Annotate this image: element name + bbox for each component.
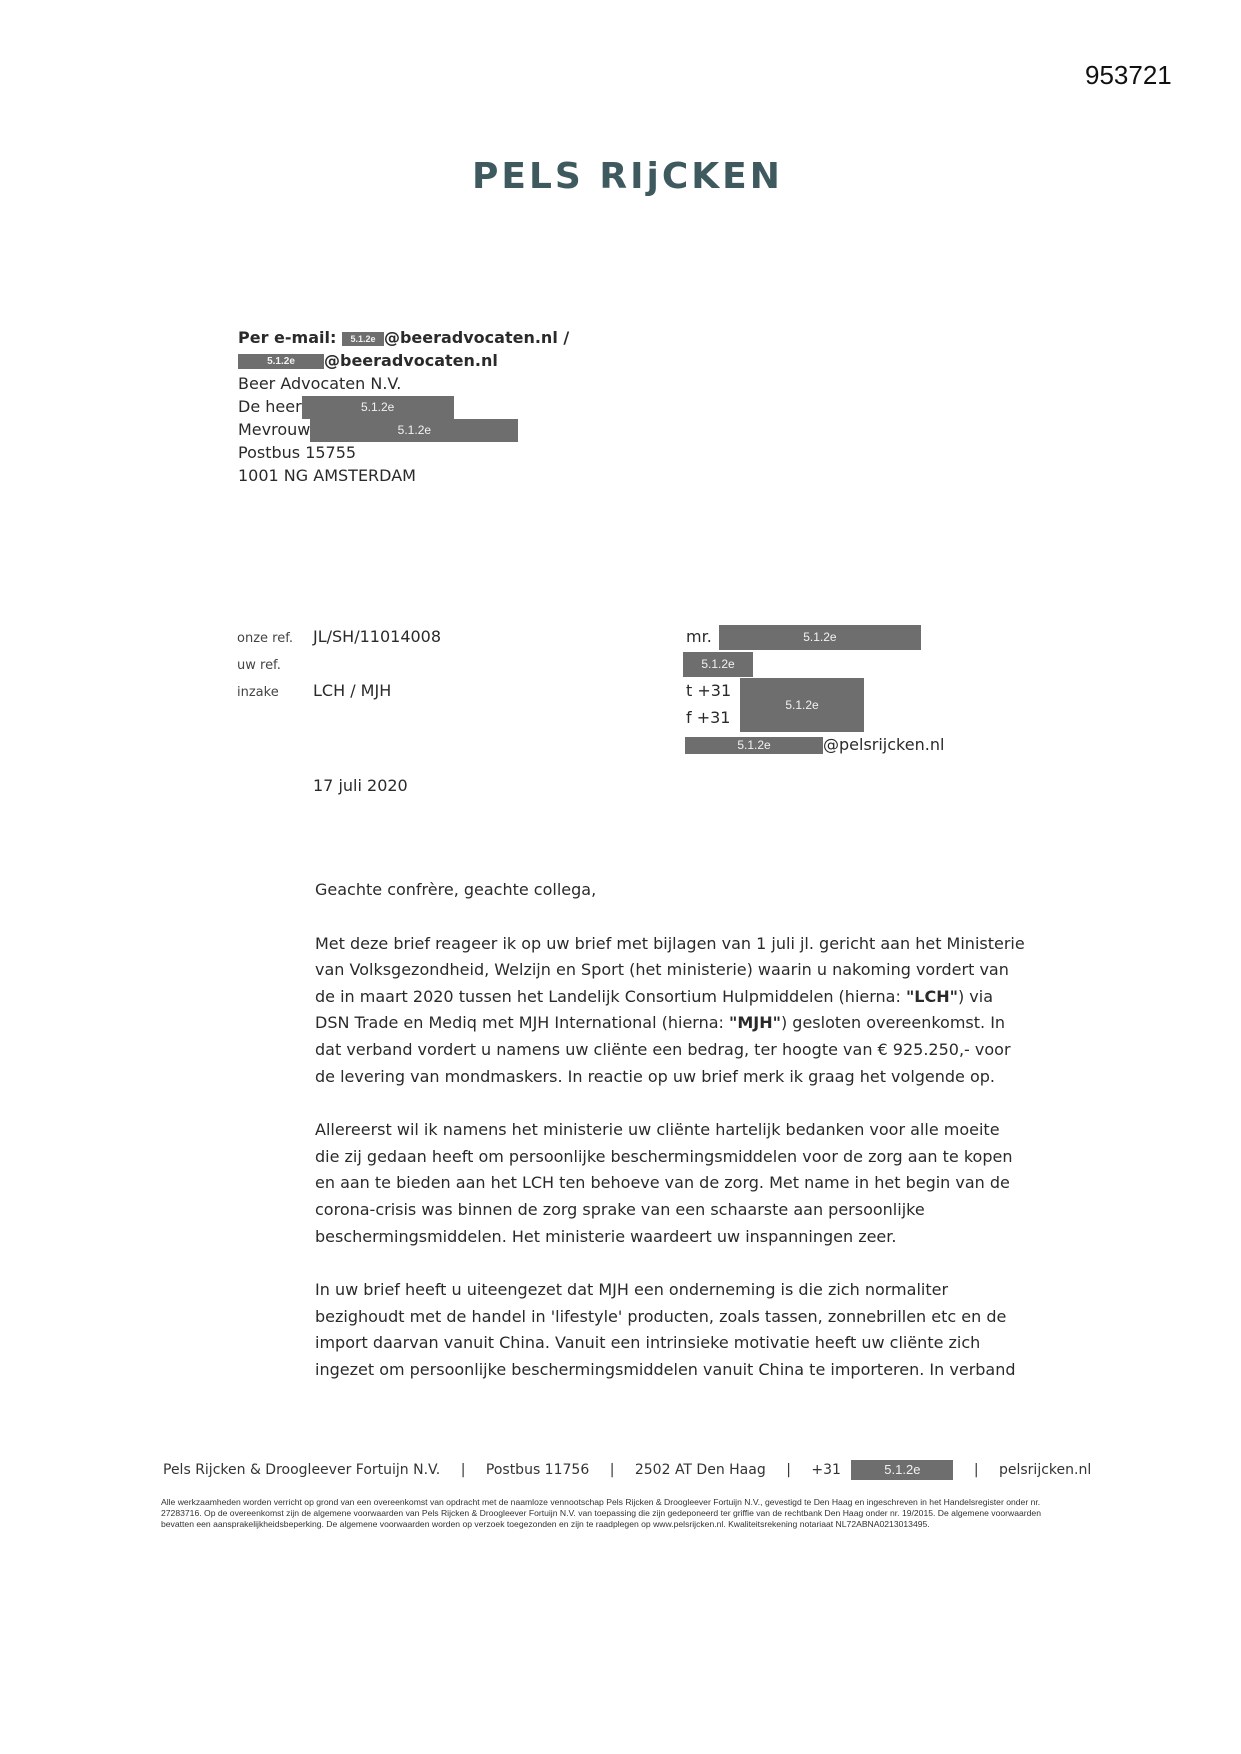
letter-date: 17 juli 2020 xyxy=(313,776,408,795)
redaction-box: 5.1.2e xyxy=(719,625,921,650)
redaction-box: 5.1.2e xyxy=(683,652,753,677)
paragraph-3: In uw brief heeft u uiteengezet dat MJH een onderneming is die zich normaliter bezighoudt met de handel in 'lifestyle' producten, zoals tassen, zonnebrillen etc en de import daarvan vanuit China. Vanuit een intrinsieke motivatie heeft uw cliënte zich ingezet om persoonlijke beschermingsmiddelen vanuit China te importeren. In verband xyxy=(315,1280,1016,1379)
sender-email-row xyxy=(686,732,944,759)
onze-ref-value: JL/SH/11014008 xyxy=(313,627,442,646)
recipient-address xyxy=(238,326,569,487)
footer-city: 2502 AT Den Haag xyxy=(634,1462,766,1478)
company-logo: PELS RIjCKEN xyxy=(472,156,783,197)
letter-body xyxy=(315,877,1025,1411)
recipient-postbus: Postbus 15755 xyxy=(238,443,357,462)
salutation: Geachte confrère, geachte collega, xyxy=(315,880,597,899)
onze-ref-label: onze ref. xyxy=(237,631,293,646)
redaction-box: 5.1.2e xyxy=(342,332,384,346)
paragraph-text: ) via DSN Trade en Mediq met MJH International (hierna: xyxy=(315,986,993,1033)
sender-name-row xyxy=(686,624,944,651)
sender-contact xyxy=(686,624,944,759)
paragraph-text: Met deze brief reageer ik op uw brief met bijlagen van 1 juli jl. gericht aan het Ministerie van Volksgezondheid, Welzijn en Sport (het ministerie) waarin u nakoming vordert van de in maart 2020 tussen het Landelijk Consortium Hulpmiddelen (hierna: xyxy=(315,933,1025,1006)
email-line-1 xyxy=(238,326,569,349)
phone-label: t +31 xyxy=(686,681,732,700)
sender-email-domain: @pelsrijcken.nl xyxy=(823,735,945,754)
inzake-value: LCH / MJH xyxy=(313,681,392,700)
uw-ref-label: uw ref. xyxy=(237,658,281,673)
reference-block xyxy=(237,624,441,705)
footer-separator: | xyxy=(786,1462,791,1478)
redaction-box: 5.1.2e xyxy=(238,354,324,369)
sender-dept-row xyxy=(686,651,944,678)
footer-website[interactable]: pelsrijcken.nl xyxy=(998,1462,1092,1478)
fax-label: f +31 xyxy=(686,708,731,727)
email-domain: @beeradvocaten.nl xyxy=(324,351,498,370)
redaction-box: 5.1.2e xyxy=(310,419,518,442)
redaction-box: 5.1.2e xyxy=(685,737,823,754)
salutation-label: De heer xyxy=(238,397,302,416)
page-footer xyxy=(163,1460,1092,1480)
recipient-city: 1001 NG AMSTERDAM xyxy=(238,466,416,485)
legal-disclaimer: Alle werkzaamheden worden verricht op grond van een overeenkomst van opdracht met de naamloze vennootschap Pels Rijcken & Droogleever Fortuijn N.V., gevestigd te Den Haag en ingeschreven in het Handelsregister onder nr. 27283716. Op de overeenkomst zijn de algemene voorwaarden van Pels Rijcken & Droogleever Fortuijn N.V. van toepassing die zijn gedeponeerd ter griffie van de rechtbank Den Haag onder nr. 19/2015. De algemene voorwaarden bevatten een aansprakelijkheidsbeperking. De algemene voorwaarden worden op verzoek toegezonden en zijn te raadplegen op www.pelsrijcken.nl. Kwaliteitsrekening notariaat NL72ABNA0213013495. xyxy=(161,1497,1041,1529)
mr-label: mr. xyxy=(686,627,712,646)
sender-fax-row xyxy=(686,705,944,732)
redaction-box: 5.1.2e xyxy=(740,678,864,732)
defined-term: "MJH" xyxy=(729,1013,781,1033)
email-line-2 xyxy=(238,349,569,372)
per-email-label: Per e-mail: xyxy=(238,328,337,347)
recipient-company: Beer Advocaten N.V. xyxy=(238,374,402,393)
footer-postbus: Postbus 11756 xyxy=(485,1462,590,1478)
redaction-box: 5.1.2e xyxy=(302,396,454,419)
footer-company: Pels Rijcken & Droogleever Fortuijn N.V. xyxy=(163,1462,441,1478)
footer-phone-prefix: +31 xyxy=(811,1462,841,1478)
footer-separator: | xyxy=(973,1462,979,1478)
email-domain: @beeradvocaten.nl / xyxy=(383,328,570,347)
salutation-label: Mevrouw xyxy=(238,420,311,439)
footer-separator: | xyxy=(609,1462,615,1478)
inzake-row xyxy=(237,678,441,705)
inzake-label: inzake xyxy=(237,685,279,700)
recipient-de-heer xyxy=(238,395,569,418)
paragraph-2: Allereerst wil ik namens het ministerie uw cliënte hartelijk bedanken voor alle moeite die zij gedaan heeft om persoonlijke beschermingsmiddelen voor de zorg aan te kopen en aan te bieden aan het LCH ten behoeve van de zorg. Met name in het begin van de corona-crisis was binnen de zorg sprake van een schaarste aan persoonlijke beschermingsmiddelen. Het ministerie waardeert uw inspanningen zeer. xyxy=(315,1120,1013,1246)
paragraph-1 xyxy=(315,931,1025,1091)
redaction-box: 5.1.2e xyxy=(851,1460,953,1480)
onze-ref-row xyxy=(237,624,441,651)
footer-separator: | xyxy=(460,1462,466,1478)
defined-term: "LCH" xyxy=(905,986,958,1006)
recipient-mevrouw xyxy=(238,418,569,441)
uw-ref-row xyxy=(237,651,441,678)
sender-phone-row xyxy=(686,678,944,712)
paragraph-text: ) gesloten overeenkomst. In dat verband vordert u namens uw cliënte een bedrag, ter hoogte van € 925.250,- voor de levering van mondmaskers. In reactie op uw brief merk ik graag het volgende op. xyxy=(315,1013,1011,1086)
document-id: 953721 xyxy=(1085,60,1172,90)
